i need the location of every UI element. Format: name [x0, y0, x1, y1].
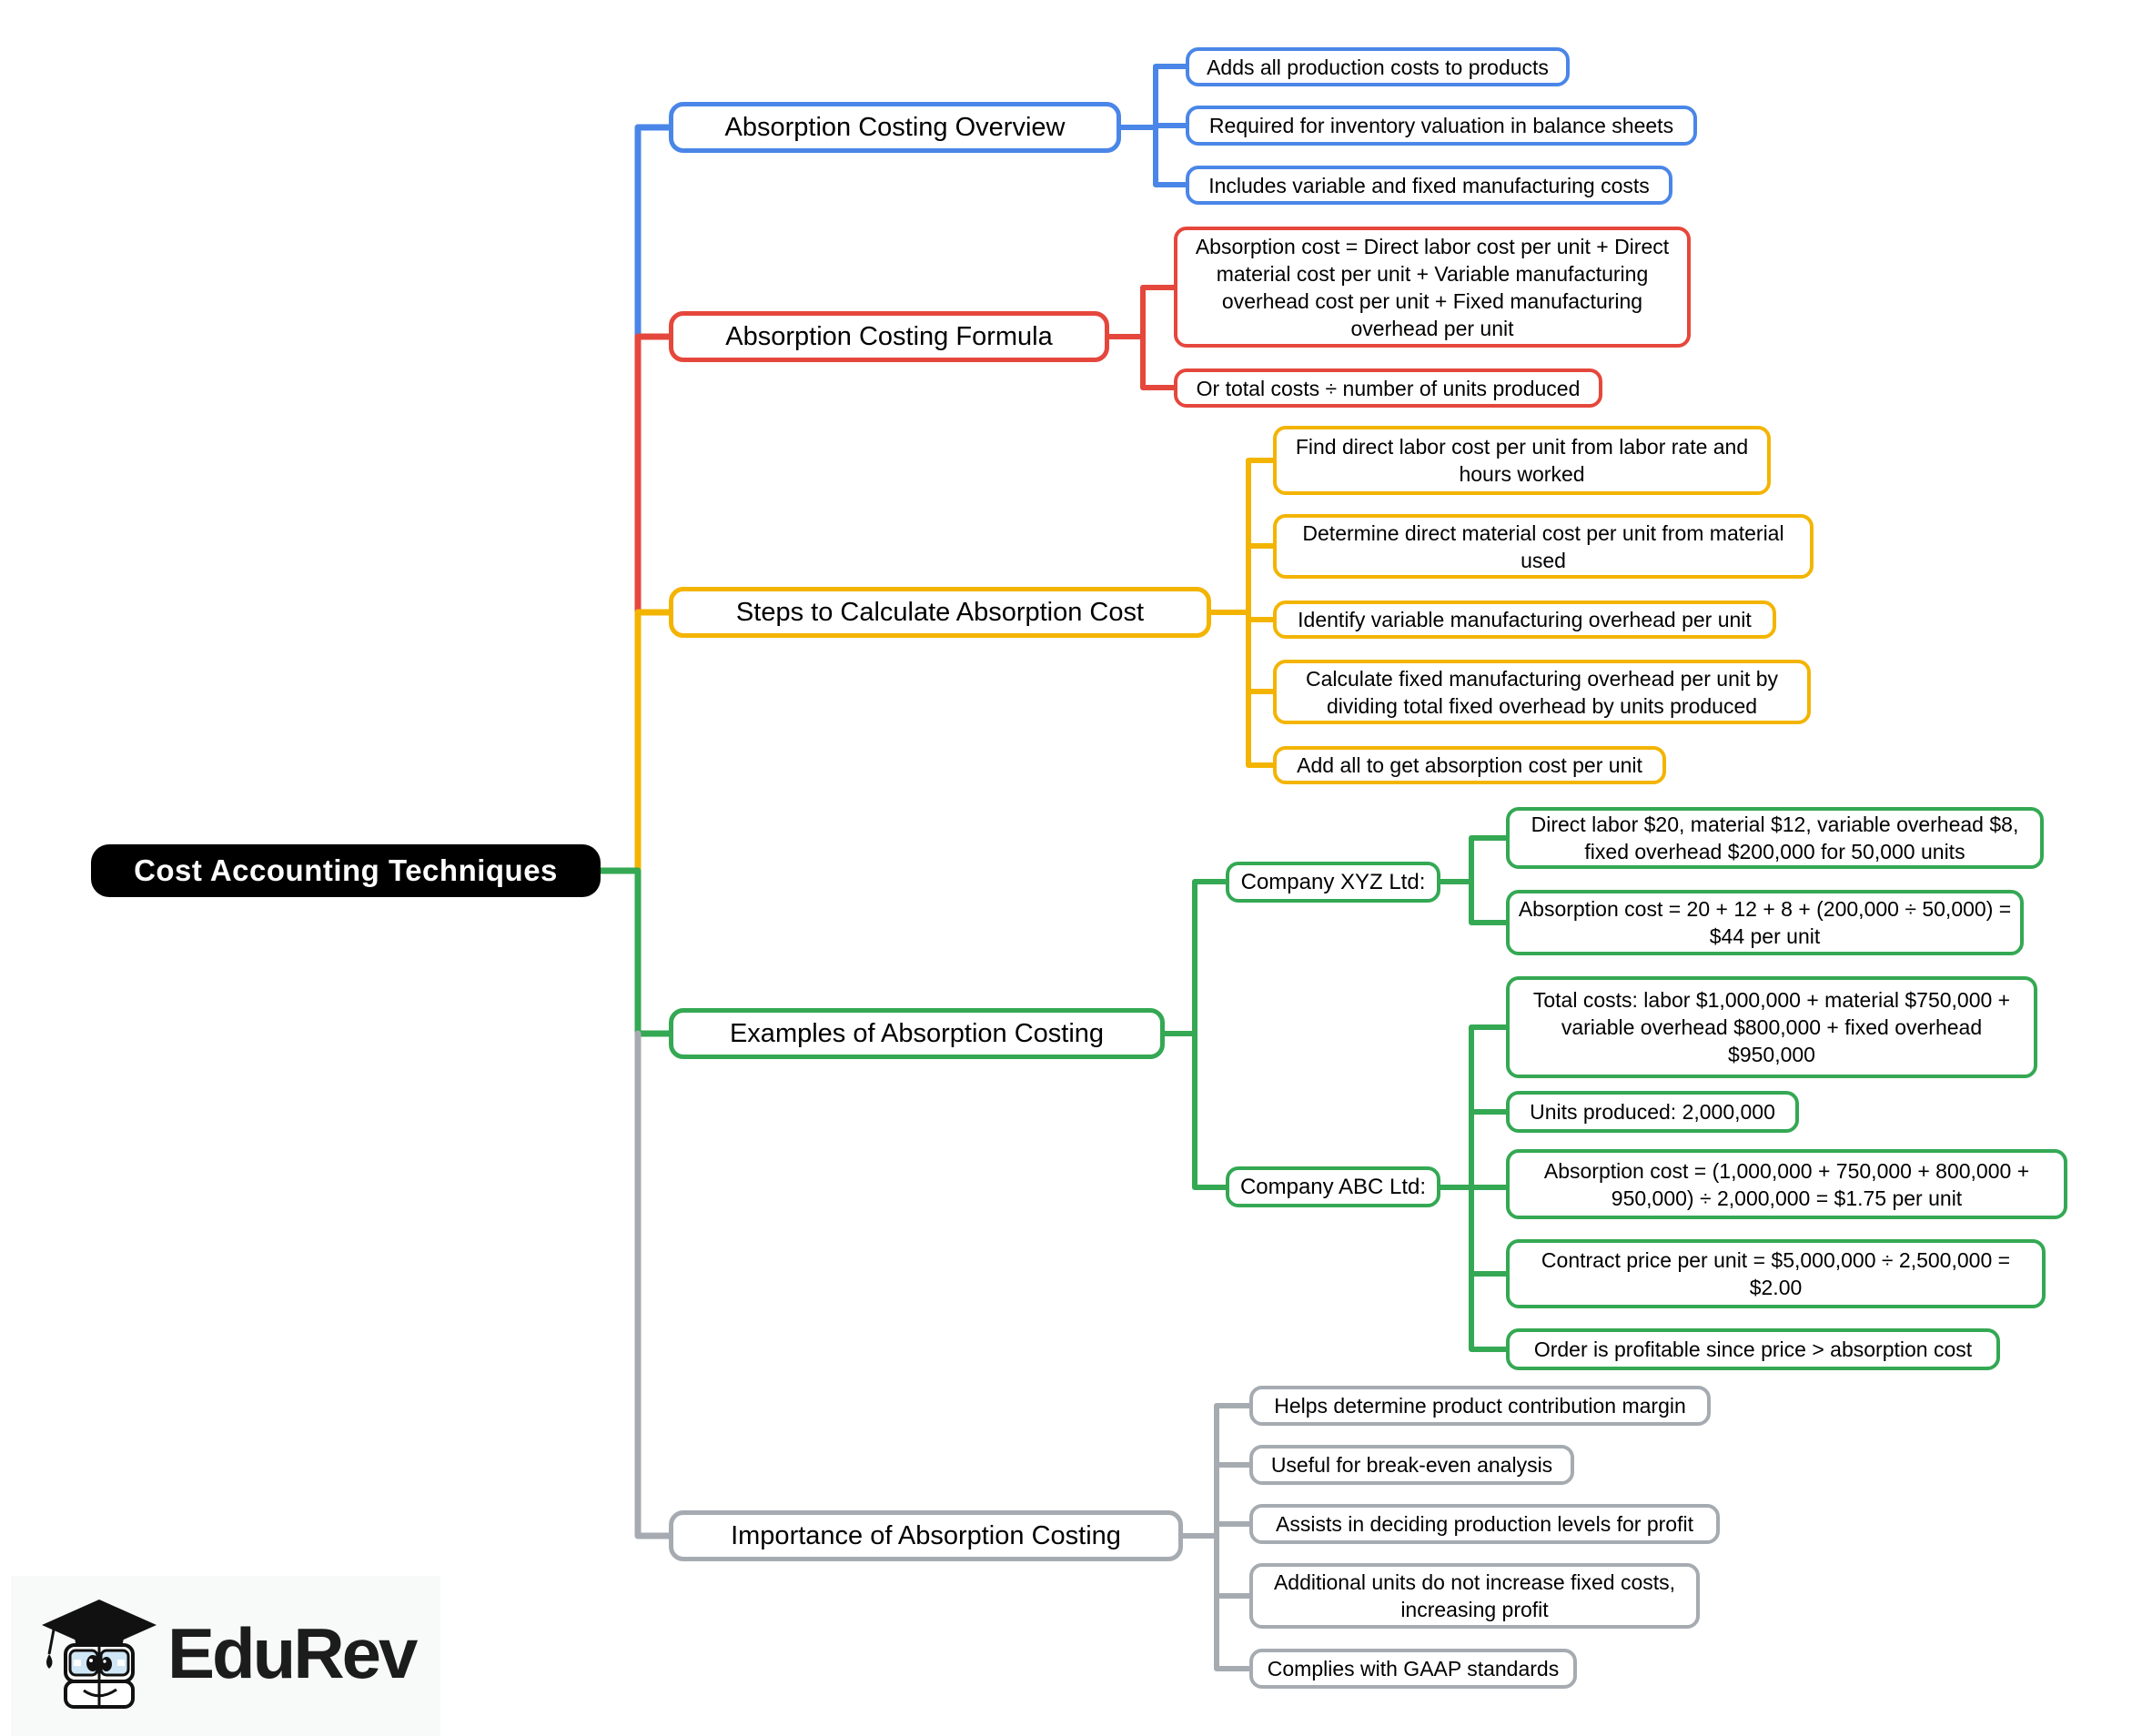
formula-child-2: Or total costs ÷ number of units produced: [1174, 368, 1602, 408]
connector-xyz-children: [1440, 838, 1506, 923]
importance-child-4: Additional units do not increase fixed costs, increasing profit: [1249, 1563, 1700, 1629]
edurev-logo: [40, 1598, 440, 1716]
abc-child-2: Units produced: 2,000,000: [1506, 1091, 1799, 1133]
root-node: Cost Accounting Techniques: [91, 844, 601, 897]
connector-importance-children: [1183, 1406, 1249, 1669]
spine-gray: [638, 1034, 669, 1536]
steps-child-4: Calculate fixed manufacturing overhead per unit by dividing total fixed overhead by units produced: [1273, 660, 1811, 724]
xyz-child-1: Direct labor $20, material $12, variable overhead $8, fixed overhead $200,000 for 50,000 units: [1506, 807, 2044, 869]
steps-child-3: Identify variable manufacturing overhead per unit: [1273, 601, 1776, 639]
spine-green: [601, 871, 669, 1034]
connector-examples-companies: [1165, 882, 1226, 1187]
branch-importance: Importance of Absorption Costing: [669, 1510, 1183, 1561]
spine-yellow: [638, 612, 669, 871]
connector-steps-children: [1211, 460, 1273, 765]
branch-steps: Steps to Calculate Absorption Cost: [669, 587, 1211, 638]
steps-child-5: Add all to get absorption cost per unit: [1273, 746, 1666, 784]
steps-child-2: Determine direct material cost per unit from material used: [1273, 514, 1814, 579]
abc-child-3: Absorption cost = (1,000,000 + 750,000 + 800,000 + 950,000) ÷ 2,000,000 = $1.75 per unit: [1506, 1149, 2067, 1219]
overview-child-3: Includes variable and fixed manufacturing costs: [1186, 166, 1672, 205]
xyz-child-2: Absorption cost = 20 + 12 + 8 + (200,000 ÷ 50,000) = $44 per unit: [1506, 890, 2024, 955]
spine-red: [638, 337, 669, 612]
abc-child-5: Order is profitable since price > absorption cost: [1506, 1328, 2000, 1370]
importance-child-3: Assists in deciding production levels for profit: [1249, 1504, 1720, 1544]
company-abc: Company ABC Ltd:: [1226, 1166, 1440, 1207]
importance-child-2: Useful for break-even analysis: [1249, 1445, 1574, 1485]
connector-formula-children: [1109, 288, 1174, 388]
connector-abc-children: [1440, 1027, 1506, 1349]
abc-child-4: Contract price per unit = $5,000,000 ÷ 2,500,000 = $2.00: [1506, 1239, 2046, 1308]
overview-child-1: Adds all production costs to products: [1186, 47, 1570, 86]
company-xyz: Company XYZ Ltd:: [1226, 862, 1440, 903]
abc-child-1: Total costs: labor $1,000,000 + material $750,000 + variable overhead $800,000 + fixed overhead $950,000: [1506, 976, 2037, 1078]
formula-child-1: Absorption cost = Direct labor cost per unit + Direct material cost per unit + Variable manufacturing overhead cost per unit + Fixed manufacturing overhead per unit: [1174, 227, 1691, 348]
importance-child-5: Complies with GAAP standards: [1249, 1649, 1577, 1689]
spine-blue: [638, 127, 669, 337]
branch-formula: Absorption Costing Formula: [669, 311, 1109, 362]
steps-child-1: Find direct labor cost per unit from labor rate and hours worked: [1273, 426, 1771, 495]
overview-child-2: Required for inventory valuation in balance sheets: [1186, 106, 1697, 146]
importance-child-1: Helps determine product contribution margin: [1249, 1386, 1711, 1426]
connector-overview-children: [1121, 66, 1186, 185]
branch-examples: Examples of Absorption Costing: [669, 1008, 1165, 1059]
branch-overview: Absorption Costing Overview: [669, 102, 1121, 153]
edurev-brand-text: EduRev: [167, 1613, 416, 1693]
edurev-mascot-icon: [40, 1598, 158, 1711]
